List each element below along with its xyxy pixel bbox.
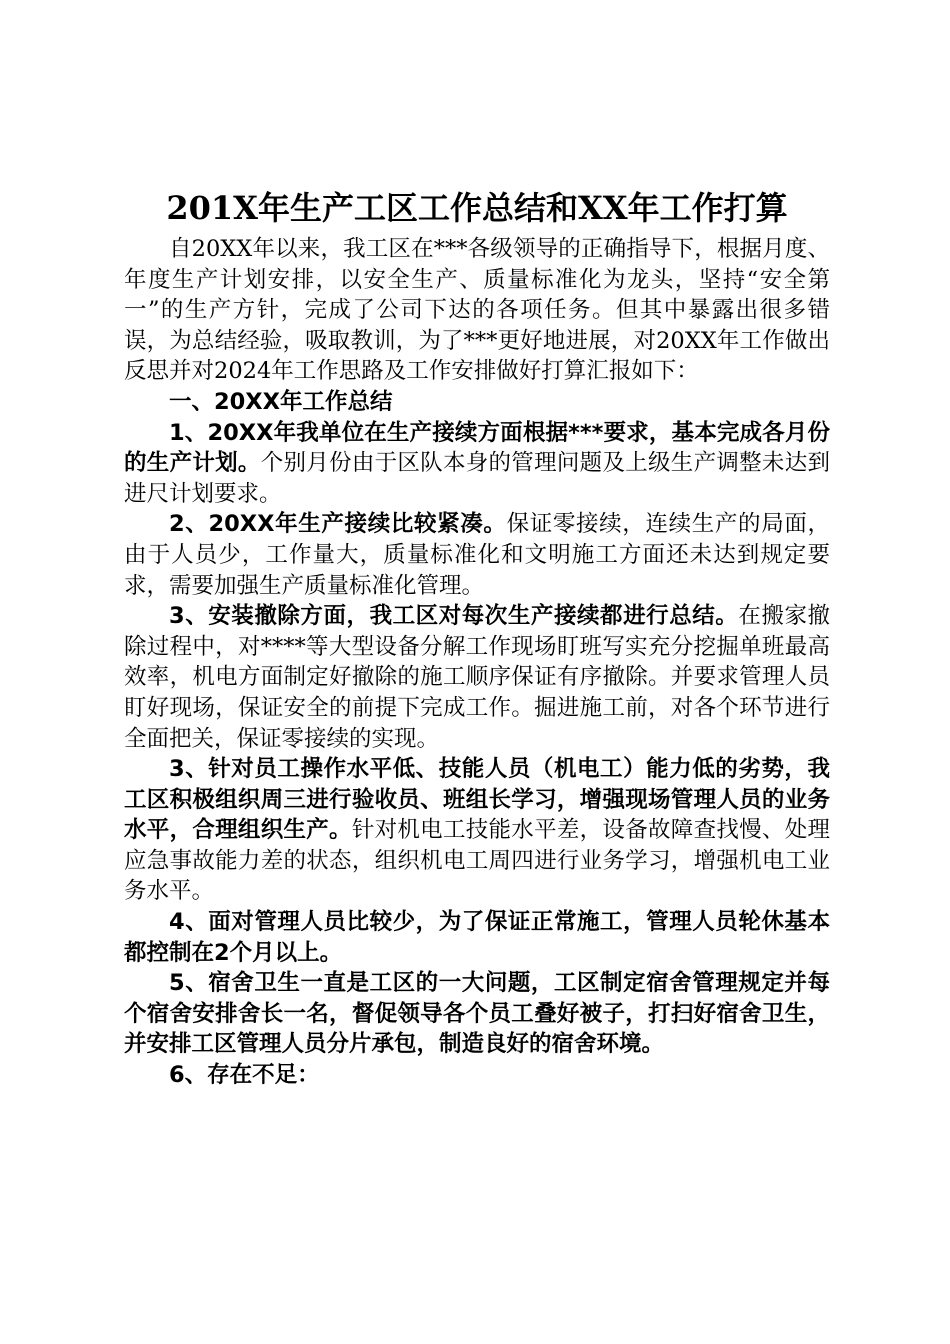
item-lead: 5、宿舍卫生一直是工区的一大问题，工区制定宿舍管理规定并每个宿舍安排舍长一名，督促领导各个员工叠好被子，打扫好宿舍卫生，并安排工区管理人员分片承包，制造良好的宿舍环境。 (124, 970, 830, 1058)
intro-paragraph: 自20XX年以来，我工区在***各级领导的正确指导下，根据月度、年度生产计划安排，以安全生产、质量标准化为龙头，坚持“安全第一”的生产方针，完成了公司下达的各项任务。但其中暴露出很多错误，为总结经验，吸取教训，为了***更好地进展，对20XX年工作做出反思并对2024年工作思路及工作安排做好打算汇报如下： (124, 236, 830, 385)
item-lead: 1、20XX年我单位在生产接续方面根据***要求，基本完成各月份的生产计划。 (124, 419, 830, 477)
summary-item-3b (124, 754, 830, 907)
item-body: 个别月份由于区队本身的管理问题及上级生产调整未达到进尺计划要求。 (124, 450, 830, 507)
item-body: 针对机电工技能水平差，设备故障查找慢、处理应急事故能力差的状态，组织机电工周四进行业务学习，增强机电工业务水平。 (124, 817, 830, 905)
document-title: 201X年生产工区工作总结和XX年工作打算 (166, 189, 788, 227)
summary-item-3 (124, 601, 830, 754)
item-body: 保证零接续，连续生产的局面，由于人员少，工作量大，质量标准化和文明施工方面还未达到规定要求，需要加强生产质量标准化管理。 (124, 511, 830, 599)
summary-item-6 (124, 1060, 830, 1091)
section-heading: 一、20XX年工作总结 (169, 388, 393, 415)
item-lead: 3、针对员工操作水平低、技能人员（机电工）能力低的劣势，我工区积极组织周三进行验收员、班组长学习，增强现场管理人员的业务水平，合理组织生产。 (124, 756, 830, 844)
summary-item-4 (124, 907, 830, 968)
item-lead: 2、20XX年生产接续比较紧凑。 (169, 511, 507, 538)
item-body: 在搬家撤除过程中，对****等大型设备分解工作现场盯班写实充分挖掘单班最高效率，机电方面制定好撤除的施工顺序保证有序撤除。并要求管理人员盯好现场，保证安全的前提下完成工作。掘进施工前，对各个环节进行全面把关，保证零接续的实现。 (124, 603, 830, 752)
document-body (124, 186, 830, 1091)
item-lead: 6、存在不足： (169, 1062, 320, 1089)
summary-item-1 (124, 418, 830, 510)
summary-item-2 (124, 509, 830, 601)
summary-item-5 (124, 968, 830, 1060)
item-lead: 3、安装撤除方面，我工区对每次生产接续都进行总结。 (169, 603, 739, 630)
item-lead: 4、面对管理人员比较少，为了保证正常施工，管理人员轮休基本都控制在2个月以上。 (124, 909, 830, 966)
